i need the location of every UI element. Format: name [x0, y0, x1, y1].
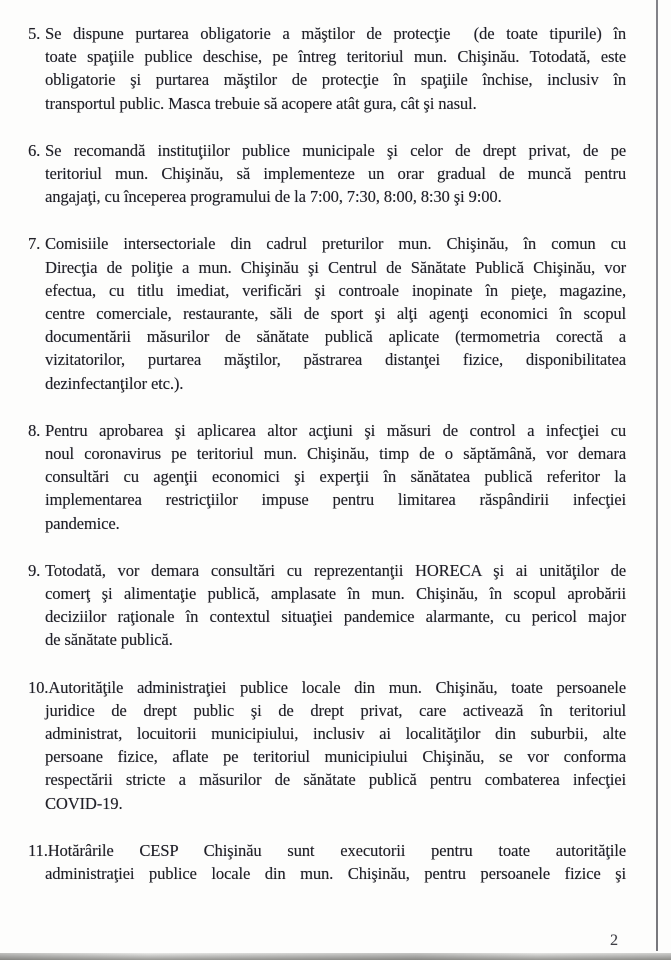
item-line: dezinfectanţilor etc.). [45, 373, 184, 393]
item-line: documentării măsurilor de sănătate publică aplicate (termometria corectă a [45, 327, 626, 347]
item-line: centre comerciale, restaurante, săli de sport şi alţi agenţi economici în scopul [45, 304, 626, 324]
list-item [28, 419, 626, 535]
list-item [28, 22, 626, 115]
list-item [28, 676, 626, 815]
item-first-line: 10.Autorităţile administraţiei publice locale din mun. Chişinău, toate persoanele [28, 676, 626, 699]
page-number: 2 [610, 932, 618, 950]
item-line: comerţ şi alimentaţie publică, amplasate în mun. Chişinău, în scopul aprobării [45, 584, 626, 604]
item-line: pandemice. [45, 513, 120, 533]
item-line: angajaţi, cu începerea programului de la 7:00, 7:30, 8:00, 8:30 şi 9:00. [45, 187, 502, 207]
list-item [28, 559, 626, 652]
item-line: transportul public. Masca trebuie să acopere atât gura, cât şi nasul. [45, 93, 477, 113]
item-first-line: 6. Se recomandă instituţiilor publice municipale şi celor de drept privat, de pe [28, 139, 626, 162]
list-item [28, 139, 626, 209]
item-line: Direcţia de poliţie a mun. Chişinău şi Centrul de Sănătate Publică Chişinău, vor [45, 257, 626, 277]
item-number: 7. [28, 234, 41, 254]
item-line: de sănătate publică. [45, 630, 173, 650]
item-number: 9. [28, 560, 41, 580]
item-number: 11. [28, 840, 48, 860]
item-first-line: 11.Hotărârile CESP Chişinău sunt executorii pentru toate autorităţile [28, 839, 626, 862]
item-line: implementarea restricţiilor impuse pentru limitarea răspândirii infecţiei [45, 490, 626, 510]
document-body [28, 22, 626, 953]
item-first-line: 7. Comisiile intersectoriale din cadrul preturilor mun. Chişinău, în comun cu [28, 232, 626, 255]
item-number: 6. [28, 140, 41, 160]
item-first-line: 9. Totodată, vor demara consultări cu reprezentanţii HORECA şi ai unităţilor de [28, 559, 626, 582]
item-line: administraţiei publice locale din mun. Chişinău, pentru persoanele fizice şi [45, 864, 626, 884]
item-line: obligatorie şi purtarea măştilor de protecţie în spaţiile închise, inclusiv în [45, 70, 626, 90]
item-line: juridice de drept public şi de drept privat, care activează în teritoriul [45, 700, 626, 720]
item-line: deciziilor raţionale în contextul situaţiei pandemice alarmante, cu pericol major [45, 607, 626, 627]
items-list [28, 22, 626, 885]
item-line: persoane fizice, aflate pe teritoriul municipiului Chişinău, se vor conforma [45, 747, 626, 767]
item-line: noul coronavirus pe teritoriul mun. Chişinău, timp de o săptămână, vor demara [45, 444, 626, 464]
item-line: vizitatorilor, purtarea măştilor, păstrarea distanţei fizice, disponibilitatea [45, 350, 626, 370]
item-first-line: 5. Se dispune purtarea obligatorie a măştilor de protecţie (de toate tipurile) în [28, 22, 626, 45]
item-first-line: 8. Pentru aprobarea şi aplicarea altor acţiuni şi măsuri de control a infecţiei cu [28, 419, 626, 442]
item-line: toate spaţiile publice deschise, pe întreg teritoriul mun. Chişinău. Totodată, este [45, 47, 626, 67]
item-number: 10. [28, 677, 49, 697]
item-line: COVID-19. [45, 793, 123, 813]
item-line: respectării stricte a măsurilor de sănătate publică pentru combaterea infecţiei [45, 770, 626, 790]
item-number: 5. [28, 24, 41, 43]
scan-edge-line [656, 0, 658, 951]
item-number: 8. [28, 420, 41, 440]
item-line: consultări cu agenţii economici şi experţii în sănătatea publică referitor la [45, 467, 626, 487]
item-line: administrat, locuitorii municipiului, inclusiv ai localităţilor din suburbii, alte [45, 724, 626, 744]
item-line: efectua, cu titlu imediat, verificări şi controale inopinate în pieţe, magazine, [45, 280, 626, 300]
scan-edge-bottom [0, 953, 671, 960]
list-item [28, 232, 626, 394]
item-line: teritoriul mun. Chişinău, să implementeze un orar gradual de muncă pentru [45, 164, 626, 184]
list-item [28, 839, 626, 885]
